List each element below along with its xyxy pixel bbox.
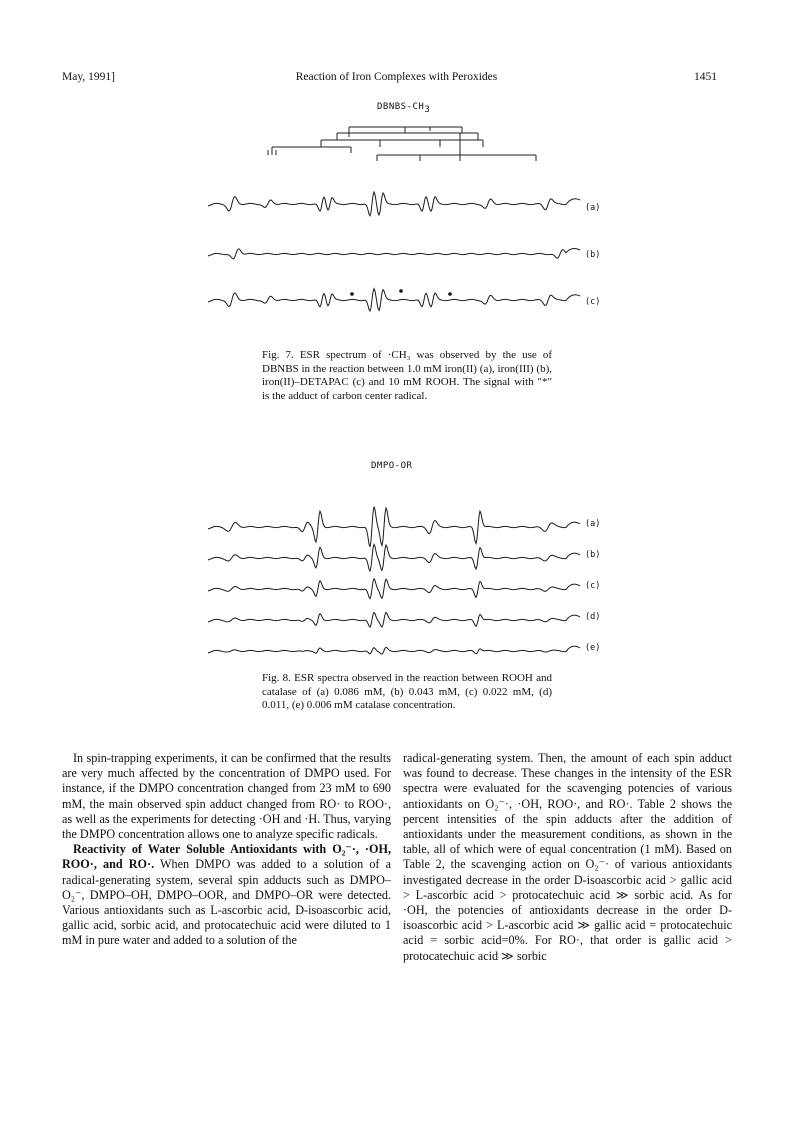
fig8-trace-label-a: (a) (585, 519, 601, 529)
body-paragraph (62, 842, 391, 948)
trace-a (208, 192, 580, 216)
body-column-left (62, 751, 391, 949)
fig7-caption-title: Fig. 7. (262, 349, 294, 361)
fig8-trace-label-d: (d) (585, 612, 601, 622)
trace-d (208, 612, 580, 627)
fig7-stick-diagram (268, 127, 536, 161)
trace-b (208, 249, 580, 259)
running-header-left: May, 1991] (62, 71, 115, 83)
trace-e (208, 646, 580, 654)
fig8-trace-label-e: (e) (585, 643, 601, 653)
fig7-label-main: DBNBS-CH (377, 102, 425, 112)
fig7-trace-label-b: (b) (585, 250, 601, 260)
trace-c (208, 289, 580, 311)
section-heading: Reactivity of Water Soluble Antioxidants with O₂⁻·, ·OH, ROO·, and RO·. (62, 842, 391, 872)
asterisk-marker (350, 292, 354, 296)
asterisk-marker (399, 289, 403, 293)
body-paragraph: In spin-trapping experiments, it can be confirmed that the results are very much affected by the concentration of DMPO used. For instance, if the DMPO concentration changed from 23 mM to 690 mM, the main observed spin adduct changed from RO· to ROO·, as well as the experiments for detecting ·OH and ·H. Thus, varying the DMPO concentration allows one to analyze specific radicals. (62, 751, 391, 842)
fig8-label: DMPO-OR (371, 461, 413, 471)
fig7-trace-label-c: (c) (585, 297, 601, 307)
body-text: When DMPO was added to a solution of a radical-generating system, several spin adducts such as DMPO–O₂⁻, DMPO–OH, DMPO–OOR, and DMPO–OR were detected. Various antioxidants such as L-ascorbic acid, D-isoascorbic acid, gallic acid, sorbic acid, and protocatechuic acid were diluted to 1 mM in pure water and added to a solution of the (62, 857, 391, 948)
trace-a (208, 507, 580, 547)
fig7-caption (262, 349, 552, 403)
body-column-right (403, 751, 732, 964)
fig8-trace-label-c: (c) (585, 581, 601, 591)
body-paragraph: radical-generating system. Then, the amount of each spin adduct was found to decrease. These changes in the intensity of the ESR spectra were evaluated for the scavenging potencies of various antioxidants on O₂⁻·, ·OH, ROO·, and RO·. Table 2 shows the percent intensities of the spin adducts after the addition of antioxidants under the measurement conditions, as shown in the table, all of which were of equal concentration (1 mM). Based on Table 2, the scavenging action on O₂⁻· of various antioxidants investigated decrease in the order D-isoascorbic acid > gallic acid > L-ascorbic acid > protocatechuic acid ≫ sorbic acid. As for ·OH, the potencies of antioxidants decrease in the order D-isoascorbic acid > L-ascorbic acid ≫ gallic acid = protocatechuic acid = sorbic acid=0%. For RO·, that order is gallic acid > protocatechuic acid ≫ sorbic (403, 751, 732, 963)
fig7-caption-text: ESR spectrum of ·CH₃ was observed by the use of DBNBS in the reaction between 1.0 mM iron(II) (a), iron(III) (b), iron(II)–DETAPAC (c) and 10 mM ROOH. The signal with "*" is the adduct of carbon center radical. (262, 349, 552, 402)
fig7-trace-label-a: (a) (585, 203, 601, 213)
fig8-caption-title: Fig. 8. (262, 672, 291, 684)
running-header-title: Reaction of Iron Complexes with Peroxides (295, 71, 498, 83)
fig7-spectra (208, 192, 580, 311)
fig8-spectra (208, 507, 580, 655)
fig8-trace-label-b: (b) (585, 550, 601, 560)
trace-b (208, 544, 580, 571)
trace-c (208, 579, 580, 599)
asterisk-marker (448, 292, 452, 296)
fig8-caption-text: ESR spectra observed in the reaction between ROOH and catalase of (a) 0.086 mM, (b) 0.043 mM, (c) 0.022 mM, (d) 0.011, (e) 0.006 mM catalase concentration. (262, 672, 552, 711)
fig7-label-subscript: 3 (424, 104, 431, 115)
page-number: 1451 (694, 71, 717, 83)
fig8-caption (262, 672, 552, 713)
